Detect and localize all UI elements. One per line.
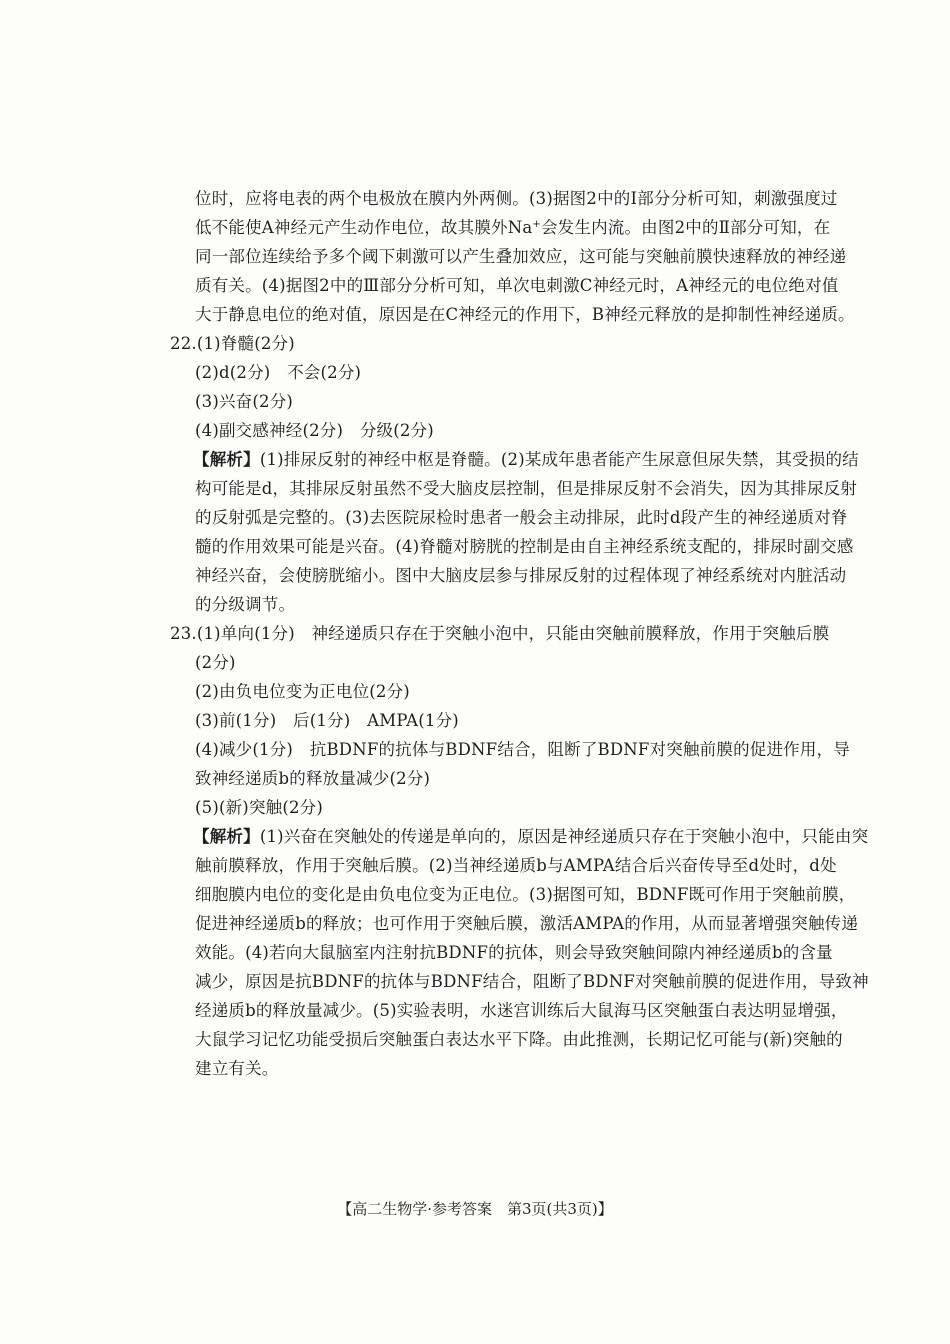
q22-analysis-line-2: 构可能是d，其排尿反射虽然不受大脑皮层控制，但是排尿反射不会消失，因为其排尿反射 <box>195 479 858 498</box>
q22-analysis-line-1 <box>193 446 859 474</box>
q22-answer-2: (2)d(2分) 不会(2分) <box>195 363 362 382</box>
q23-analysis-line-4: 促进神经递质b的释放；也可作用于突触后膜，激活AMPA的作用，从而显著增强突触传递 <box>195 914 859 933</box>
q23-answer-5: (5)(新)突触(2分) <box>195 798 324 817</box>
q23-analysis-line-8: 大鼠学习记忆功能受损后突触蛋白表达水平下降。由此推测，长期记忆可能与(新)突触的 <box>195 1030 843 1049</box>
q22-answer-1: 22.(1)脊髓(2分) <box>170 334 295 353</box>
q22-analysis-line-3: 的反射弧是完整的。(3)去医院尿检时患者一般会主动排尿，此时d段产生的神经递质对脊 <box>195 508 848 527</box>
q23-answer-4-line-2: 致神经递质b的释放量减少(2分) <box>195 769 431 788</box>
prev-answer-line-4: 质有关。(4)据图2中的Ⅲ部分分析可知，单次电刺激C神经元时，A神经元的电位绝对值 <box>195 276 839 295</box>
prev-answer-line-2 <box>195 214 830 242</box>
q23-analysis-label: 【解析】 <box>193 827 260 846</box>
q22-answer-3: (3)兴奋(2分) <box>195 392 294 411</box>
page-footer: 【高二生物学·参考答案 第3页(共3页)】 <box>337 1200 613 1218</box>
prev-answer-line-3: 同一部位连续给予多个阈下刺激可以产生叠加效应，这可能与突触前膜快速释放的神经递 <box>195 247 847 266</box>
q22-analysis-line-4: 髓的作用效果可能是兴奋。(4)脊髓对膀胱的控制是由自主神经系统支配的，排尿时副交感 <box>195 537 854 556</box>
q22-analysis-line-6: 的分级调节。 <box>195 595 296 614</box>
q23-answer-1-cont: (2分) <box>195 653 236 672</box>
prev-answer-line-5: 大于静息电位的绝对值，原因是在C神经元的作用下，B神经元释放的是抑制性神经递质。 <box>195 305 855 324</box>
q23-analysis-line-1 <box>193 823 868 851</box>
q23-analysis-text-1: (1)兴奋在突触处的传递是单向的，原因是神经递质只存在于突触小泡中，只能由突 <box>259 827 869 846</box>
prev-answer-line-1: 位时，应将电表的两个电极放在膜内外两侧。(3)据图2中的Ⅰ部分分析可知，刺激强度过 <box>195 189 838 208</box>
q22-analysis-text-1: (1)排尿反射的神经中枢是脊髓。(2)某成年患者能产生尿意但尿失禁，其受损的结 <box>259 450 859 469</box>
q22-answer-4: (4)副交感神经(2分) 分级(2分) <box>195 421 434 440</box>
sodium-charge: + <box>532 219 541 230</box>
q23-analysis-line-7: 经递质b的释放量减少。(5)实验表明，水迷宫训练后大鼠海马区突触蛋白表达明显增强， <box>195 1001 848 1020</box>
q23-analysis-line-2: 触前膜释放，作用于突触后膜。(2)当神经递质b与AMPA结合后兴奋传导至d处时，d处 <box>195 856 837 875</box>
q23-answer-4-line-1: (4)减少(1分) 抗BDNF的抗体与BDNF结合，阻断了BDNF对突触前膜的促进作用，导 <box>195 740 850 759</box>
q23-answer-1: 23.(1)单向(1分) 神经递质只存在于突触小泡中，只能由突触前膜释放，作用于突触后膜 <box>170 624 830 643</box>
prev-answer-line-2b: 会发生内流。由图2中的Ⅱ部分可知，在 <box>540 218 831 237</box>
q22-analysis-line-5: 神经兴奋，会使膀胱缩小。图中大脑皮层参与排尿反射的过程体现了神经系统对内脏活动 <box>195 566 847 585</box>
q22-analysis-label: 【解析】 <box>193 450 260 469</box>
q23-analysis-line-5: 效能。(4)若向大鼠脑室内注射抗BDNF的抗体，则会导致突触间隙内神经递质b的含量 <box>195 943 833 962</box>
q23-answer-3: (3)前(1分) 后(1分) AMPA(1分) <box>195 711 459 730</box>
q23-analysis-line-3: 细胞膜内电位的变化是由负电位变为正电位。(3)据图可知，BDNF既可作用于突触前膜， <box>195 885 856 904</box>
q23-analysis-line-9: 建立有关。 <box>195 1059 279 1078</box>
prev-answer-line-2a: 低不能使A神经元产生动作电位，故其膜外Na <box>195 218 533 237</box>
q23-analysis-line-6: 减少，原因是抗BDNF的抗体与BDNF结合，阻断了BDNF对突触前膜的促进作用，导致神 <box>195 972 869 991</box>
q23-answer-2: (2)由负电位变为正电位(2分) <box>195 682 410 701</box>
